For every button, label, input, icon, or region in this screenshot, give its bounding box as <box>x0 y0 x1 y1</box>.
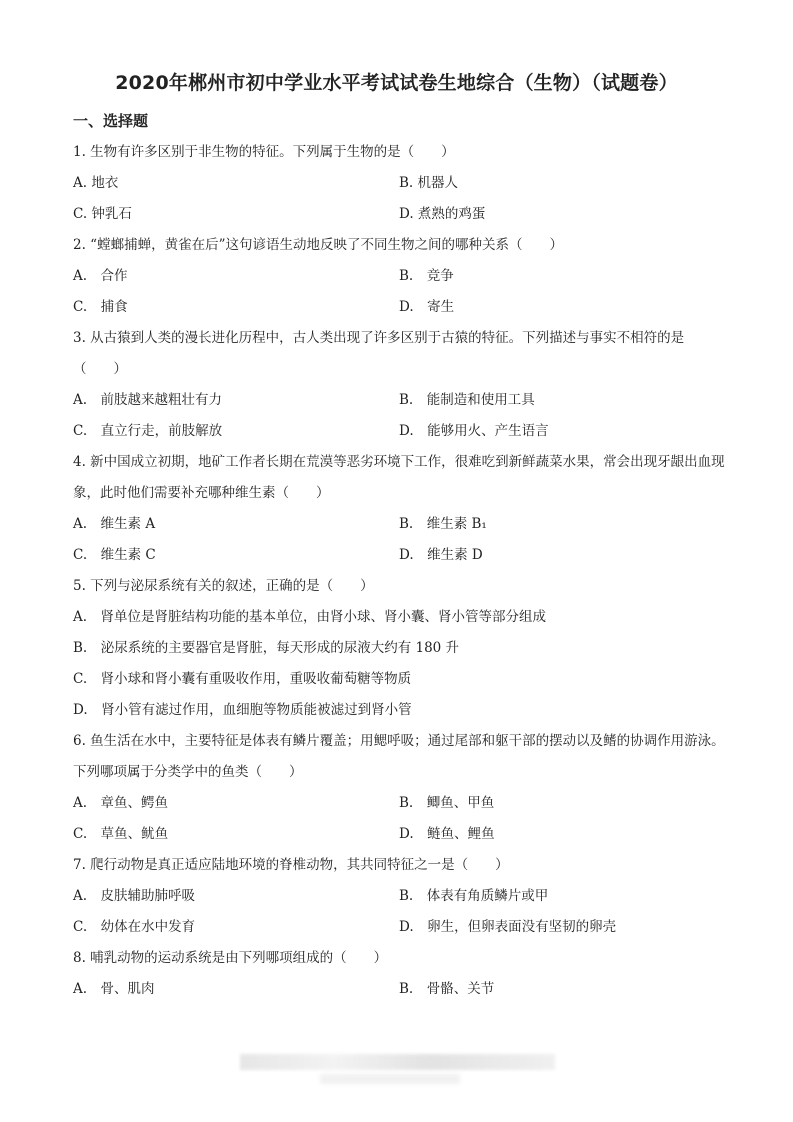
option-a: A. 皮肤辅助肺呼吸 <box>73 888 196 904</box>
question-4 <box>73 447 725 571</box>
page-title: 2020年郴州市初中学业水平考试试卷生地综合（生物）（试题卷） <box>115 72 678 94</box>
option-row <box>73 819 725 850</box>
question-6 <box>73 726 725 850</box>
option-d: D. 鲢鱼、鲤鱼 <box>399 826 495 842</box>
question-stem: 4. 新中国成立初期，地矿工作者长期在荒漠等恶劣环境下工作，很难吃到新鲜蔬菜水果，常会出现牙龈出血现象，此时他们需要补充哪种维生素（ ） <box>73 454 725 501</box>
option-b: B. 竞争 <box>399 268 454 284</box>
option-b: B. 鲫鱼、甲鱼 <box>399 795 495 811</box>
option-b: B. 泌尿系统的主要器官是肾脏，每天形成的尿液大约有 180 升 <box>73 640 460 656</box>
question-3 <box>73 323 725 447</box>
option-c: C. 肾小球和肾小囊有重吸收作用，重吸收葡萄糖等物质 <box>73 671 412 687</box>
section-heading: 一、选择题 <box>73 112 149 130</box>
blurred-footer-sub <box>320 1074 460 1084</box>
option-d: D. 煮熟的鸡蛋 <box>399 206 486 222</box>
option-a: A. 合作 <box>73 268 128 284</box>
option-d: D. 能够用火、产生语言 <box>399 423 549 439</box>
option-a: A. 维生素 A <box>73 516 156 532</box>
option-row <box>73 881 725 912</box>
option-a: A. 肾单位是肾脏结构功能的基本单位，由肾小球、肾小囊、肾小管等部分组成 <box>73 609 547 625</box>
option-c: C. 捕食 <box>73 299 128 315</box>
option-a: A. 地衣 <box>73 175 119 191</box>
question-list <box>73 137 725 1005</box>
question-stem: 1. 生物有许多区别于非生物的特征。下列属于生物的是（ ） <box>73 144 455 160</box>
option-row <box>73 540 725 571</box>
option-a: A. 骨、肌肉 <box>73 981 155 997</box>
option-d: D. 卵生，但卵表面没有坚韧的卵壳 <box>399 919 617 935</box>
option-c: C. 维生素 C <box>73 547 156 563</box>
option-c: C. 钟乳石 <box>73 206 132 222</box>
question-stem: 5. 下列与泌尿系统有关的叙述，正确的是（ ） <box>73 578 374 594</box>
question-stem: 3. 从古猿到人类的漫长进化历程中，古人类出现了许多区别于古猿的特征。下列描述与事实不相符的是（ ） <box>73 330 685 377</box>
question-2 <box>73 230 725 323</box>
option-row <box>73 416 725 447</box>
option-row <box>73 509 725 540</box>
option-d: D. 肾小管有滤过作用，血细胞等物质能被滤过到肾小管 <box>73 702 412 718</box>
option-d: D. 维生素 D <box>399 547 483 563</box>
option-row <box>73 788 725 819</box>
option-b: B. 骨骼、关节 <box>399 981 495 997</box>
question-stem: 2. “螳螂捕蝉，黄雀在后”这句谚语生动地反映了不同生物之间的哪种关系（ ） <box>73 237 563 253</box>
question-1 <box>73 137 725 230</box>
option-b: B. 维生素 B₁ <box>399 516 487 532</box>
question-stem: 8. 哺乳动物的运动系统是由下列哪项组成的（ ） <box>73 950 388 966</box>
question-stem: 6. 鱼生活在水中，主要特征是体表有鳞片覆盖；用鳃呼吸；通过尾部和躯干部的摆动以及鳍的协调作用游泳。下列哪项属于分类学中的鱼类（ ） <box>73 733 725 780</box>
option-row <box>73 912 725 943</box>
option-row <box>73 385 725 416</box>
option-c: C. 直立行走，前肢解放 <box>73 423 223 439</box>
option-row <box>73 261 725 292</box>
option-b: B. 能制造和使用工具 <box>399 392 535 408</box>
option-a: A. 章鱼、鳄鱼 <box>73 795 169 811</box>
blurred-footer <box>240 1054 555 1070</box>
question-stem: 7. 爬行动物是真正适应陆地环境的脊椎动物，其共同特征之一是（ ） <box>73 857 509 873</box>
option-a: A. 前肢越来越粗壮有力 <box>73 392 223 408</box>
option-row <box>73 199 725 230</box>
question-7 <box>73 850 725 943</box>
option-b: B. 机器人 <box>399 175 459 191</box>
question-5 <box>73 571 725 726</box>
option-b: B. 体表有角质鳞片或甲 <box>399 888 549 904</box>
option-row <box>73 292 725 323</box>
question-8 <box>73 943 725 1005</box>
option-c: C. 幼体在水中发育 <box>73 919 196 935</box>
option-row <box>73 168 725 199</box>
option-d: D. 寄生 <box>399 299 455 315</box>
option-c: C. 草鱼、鱿鱼 <box>73 826 169 842</box>
option-row <box>73 974 725 1005</box>
